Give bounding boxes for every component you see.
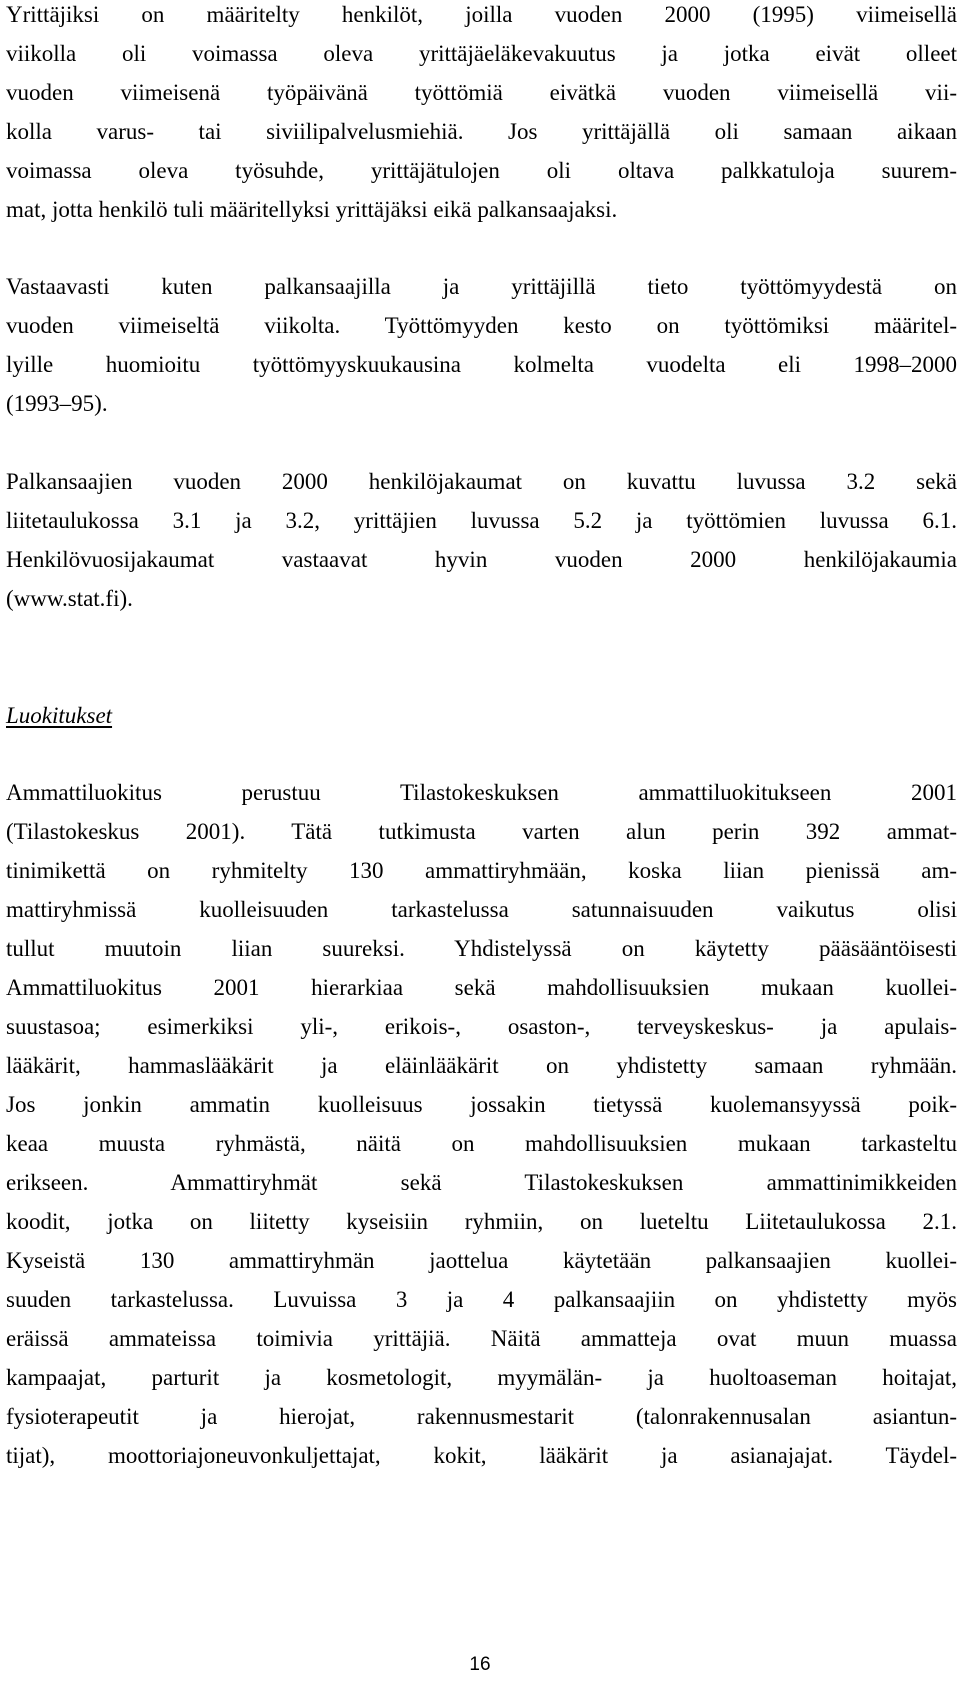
text-line: Kyseistä 130 ammattiryhmän jaottelua käytetään palkansaajien kuollei-	[6, 1248, 957, 1273]
text-line: Vastaavasti kuten palkansaajilla ja yrittäjillä tieto työttömyydestä on	[6, 274, 957, 299]
text-line: mat, jotta henkilö tuli määritellyksi yrittäjäksi eikä palkansaajaksi.	[6, 197, 618, 222]
text-line: voimassa oleva työsuhde, yrittäjätulojen oli oltava palkkatuloja suurem-	[6, 158, 957, 183]
text-line: lääkärit, hammaslääkärit ja eläinlääkärit on yhdistetty samaan ryhmään.	[6, 1053, 957, 1078]
text-line: mattiryhmissä kuolleisuuden tarkastelussa satunnaisuuden vaikutus olisi	[6, 897, 957, 922]
text-line: eräissä ammateissa toimivia yrittäjiä. Näitä ammatteja ovat muun muassa	[6, 1326, 957, 1351]
text-line: vuoden viimeisenä työpäivänä työttömiä eivätkä vuoden viimeisellä vii-	[6, 80, 957, 105]
text-line: koodit, jotka on liitetty kyseisiin ryhmiin, on lueteltu Liitetaulukossa 2.1.	[6, 1209, 957, 1234]
text-line: viikolla oli voimassa oleva yrittäjäeläkevakuutus ja jotka eivät olleet	[6, 41, 957, 66]
text-line: suuden tarkastelussa. Luvuissa 3 ja 4 palkansaajiin on yhdistetty myös	[6, 1287, 957, 1312]
text-line: tijat), moottoriajoneuvonkuljettajat, kokit, lääkärit ja asianajajat. Täydel-	[6, 1443, 957, 1468]
text-line: Ammattiluokitus perustuu Tilastokeskuksen ammattiluokitukseen 2001	[6, 780, 957, 805]
text-line: tullut muutoin liian suureksi. Yhdistelyssä on käytetty pääsääntöisesti	[6, 936, 957, 961]
text-line: Jos jonkin ammatin kuolleisuus jossakin tietyssä kuolemansyyssä poik-	[6, 1092, 957, 1117]
text-line: tinimikettä on ryhmitelty 130 ammattiryhmään, koska liian pienissä am-	[6, 858, 957, 883]
text-line: kolla varus- tai siviilipalvelusmiehiä. Jos yrittäjällä oli samaan aikaan	[6, 119, 957, 144]
text-line: Yrittäjiksi on määritelty henkilöt, joilla vuoden 2000 (1995) viimeisellä	[6, 2, 957, 27]
text-line: kampaajat, parturit ja kosmetologit, myymälän- ja huoltoaseman hoitajat,	[6, 1365, 957, 1390]
text-line: Henkilövuosijakaumat vastaavat hyvin vuoden 2000 henkilöjakaumia	[6, 547, 957, 572]
text-line: Palkansaajien vuoden 2000 henkilöjakaumat on kuvattu luvussa 3.2 sekä	[6, 469, 957, 494]
text-line: vuoden viimeiseltä viikolta. Työttömyyden kesto on työttömiksi määritel-	[6, 313, 957, 338]
text-line: suustasoa; esimerkiksi yli-, erikois-, osaston-, terveyskeskus- ja apulais-	[6, 1014, 957, 1039]
text-line: (Tilastokeskus 2001). Tätä tutkimusta varten alun perin 392 ammat-	[6, 819, 957, 844]
text-line: (1993–95).	[6, 391, 108, 416]
text-line: Ammattiluokitus 2001 hierarkiaa sekä mahdollisuuksien mukaan kuollei-	[6, 975, 957, 1000]
section-heading: Luokitukset	[6, 703, 113, 728]
text-line: liitetaulukossa 3.1 ja 3.2, yrittäjien luvussa 5.2 ja työttömien luvussa 6.1.	[6, 508, 957, 533]
text-line: fysioterapeutit ja hierojat, rakennusmestarit (talonrakennusalan asiantun-	[6, 1404, 957, 1429]
text-line: (www.stat.fi).	[6, 586, 133, 611]
page-number: 16	[469, 1654, 491, 1675]
text-line: lyille huomioitu työttömyyskuukausina kolmelta vuodelta eli 1998–2000	[6, 352, 957, 377]
text-line: keaa muusta ryhmästä, näitä on mahdollisuuksien mukaan tarkasteltu	[6, 1131, 957, 1156]
document-page	[6, 0, 957, 1683]
text-line: erikseen. Ammattiryhmät sekä Tilastokeskuksen ammattinimikkeiden	[6, 1170, 957, 1195]
